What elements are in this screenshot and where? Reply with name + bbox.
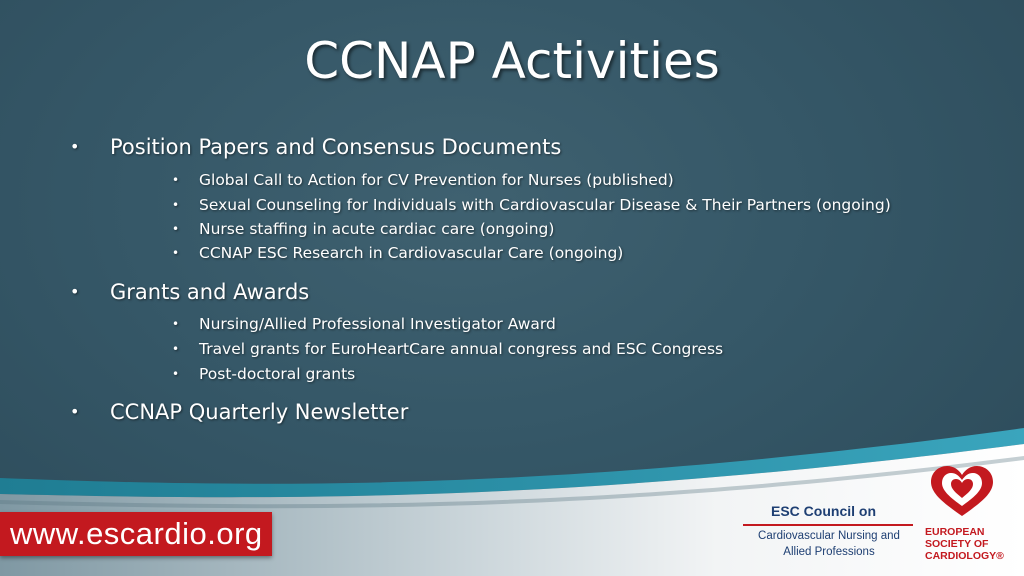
bullet-text: Position Papers and Consensus Documents	[110, 135, 562, 159]
bullet-icon: •	[70, 402, 80, 421]
society-name-line3: CARDIOLOGY®	[925, 550, 1004, 562]
sub-bullet-text: Global Call to Action for CV Prevention for Nurses (published)	[199, 171, 674, 189]
bullet-icon: •	[172, 317, 180, 331]
council-subtitle-line2: Allied Professions	[783, 546, 875, 558]
society-name	[925, 526, 1004, 562]
bullet-icon: •	[70, 137, 80, 156]
bullet-icon: •	[172, 367, 180, 381]
society-name-line2: SOCIETY OF	[925, 538, 989, 550]
bullet-icon: •	[172, 342, 180, 356]
bullet-icon: •	[172, 173, 180, 187]
council-divider	[743, 524, 913, 526]
sub-bullet-text: CCNAP ESC Research in Cardiovascular Care (ongoing)	[199, 244, 624, 262]
council-title: ESC Council on	[771, 503, 876, 519]
sub-bullet-text: Nurse staffing in acute cardiac care (ongoing)	[199, 220, 555, 238]
website-banner[interactable]	[0, 512, 272, 556]
sub-bullet-text: Nursing/Allied Professional Investigator Award	[199, 315, 556, 333]
bullet-icon: •	[172, 198, 180, 212]
sub-bullet-text: Travel grants for EuroHeartCare annual congress and ESC Congress	[199, 340, 724, 358]
bullet-text: CCNAP Quarterly Newsletter	[110, 400, 409, 424]
bullet-icon: •	[172, 222, 180, 236]
bullet-icon: •	[172, 246, 180, 260]
sub-bullet-text: Sexual Counseling for Individuals with Cardiovascular Disease & Their Partners (ongoing)	[199, 196, 891, 214]
sub-bullet-text: Post-doctoral grants	[199, 365, 356, 383]
esc-heart-logo-icon	[925, 464, 999, 520]
council-subtitle-line1: Cardiovascular Nursing and	[758, 530, 900, 542]
bullet-text: Grants and Awards	[110, 280, 310, 304]
bullet-icon: •	[70, 282, 80, 301]
website-url[interactable]: www.escardio.org	[10, 516, 263, 551]
slide-title: CCNAP Activities	[304, 32, 720, 90]
society-name-line1: EUROPEAN	[925, 526, 985, 538]
